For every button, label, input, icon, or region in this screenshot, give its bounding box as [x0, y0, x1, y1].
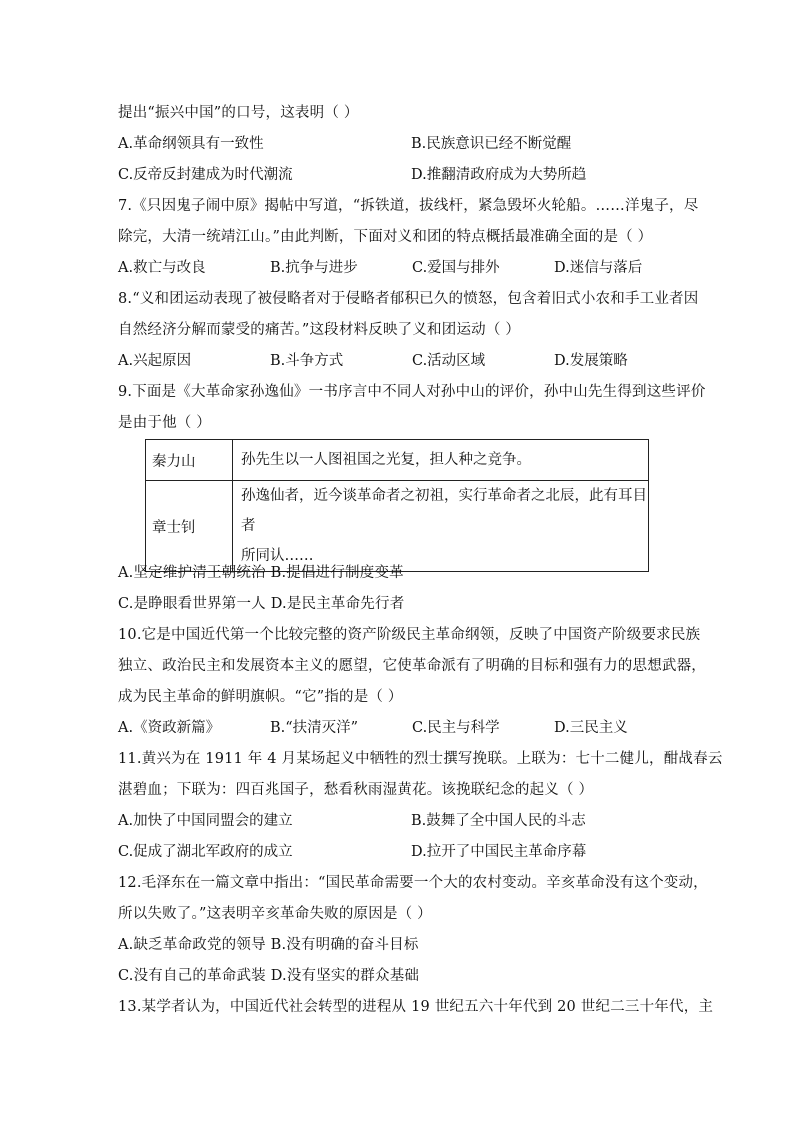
- q9-evaluation-table: [145, 439, 649, 572]
- q9-stem-line2: 是由于他（ ）: [118, 415, 212, 431]
- q11-option-d: D.拉开了中国民主革命序幕: [411, 844, 587, 860]
- q10-option-a: A.《资政新篇》: [118, 720, 221, 736]
- q11-stem-line2: 湛碧血；下联为：四百兆国子，愁看秋雨湿黄花。该挽联纪念的起义（ ）: [118, 782, 594, 798]
- q10-option-d: D.三民主义: [554, 720, 628, 736]
- table-row: [146, 481, 649, 572]
- q12-stem-line2: 所以失败了。”这表明辛亥革命失败的原因是（ ）: [118, 906, 432, 922]
- q6-option-c: C.反帝反封建成为时代潮流: [118, 167, 293, 183]
- table-cell-text-line: 所同认……: [241, 548, 314, 564]
- table-row: [146, 440, 649, 481]
- table-cell-name: 章士钊: [146, 481, 233, 572]
- q10-stem-line1: 10.它是中国近代第一个比较完整的资产阶级民主革命纲领，反映了中国资产阶级要求民族: [118, 627, 701, 643]
- q6-option-a: A.革命纲领具有一致性: [118, 136, 264, 152]
- q11-option-a: A.加快了中国同盟会的建立: [118, 813, 293, 829]
- q8-option-c: C.活动区域: [412, 353, 486, 369]
- q8-stem-line1: 8.“义和团运动表现了被侵略者对于侵略者郁积已久的愤怒，包含着旧式小农和手工业者因: [118, 291, 699, 307]
- q11-option-b: B.鼓舞了全中国人民的斗志: [411, 813, 586, 829]
- q9-options-cd: C.是睁眼看世界第一人 D.是民主革命先行者: [118, 596, 405, 612]
- q7-option-b: B.抗争与进步: [270, 260, 358, 276]
- q11-stem-line1: 11.黄兴为在 1911 年 4 月某场起义中牺牲的烈士撰写挽联。上联为：七十二健儿，酣战春云: [118, 751, 723, 767]
- q8-option-a: A.兴起原因: [118, 353, 192, 369]
- q8-option-d: D.发展策略: [554, 353, 628, 369]
- q8-stem-line2: 自然经济分解而蒙受的痛苦。”这段材料反映了义和团运动（ ）: [118, 322, 521, 338]
- q12-options-ab: A.缺乏革命政党的领导 B.没有明确的奋斗目标: [118, 937, 419, 953]
- q6-option-d: D.推翻清政府成为大势所趋: [411, 167, 587, 183]
- table-cell-text-line: 孙先生以一人图祖国之光复，担人种之竞争。: [241, 452, 531, 468]
- q9-options-ab: A.坚定维护清王朝统治 B.提倡进行制度变革: [118, 565, 404, 581]
- q12-stem-line1: 12.毛泽东在一篇文章中指出：“国民革命需要一个大的农村变动。辛亥革命没有这个变动，: [118, 875, 708, 891]
- q7-stem-line2: 除完，大清一统靖江山。”由此判断，下面对义和团的特点概括最准确全面的是（ ）: [118, 229, 653, 245]
- q7-option-c: C.爱国与排外: [412, 260, 500, 276]
- q8-option-b: B.斗争方式: [270, 353, 344, 369]
- table-cell-name: 秦力山: [146, 440, 233, 481]
- q12-options-cd: C.没有自己的革命武装 D.没有坚实的群众基础: [118, 968, 420, 984]
- table-cell-text-line: 孙逸仙者，近今谈革命者之初祖，实行革命者之北辰，此有耳目者: [241, 488, 647, 534]
- q6-stem-tail: 提出“振兴中国”的口号，这表明（ ）: [118, 105, 359, 121]
- q10-option-b: B.“扶清灭洋”: [270, 720, 359, 736]
- q10-stem-line3: 成为民主革命的鲜明旗帜。“它”指的是（ ）: [118, 689, 403, 705]
- q7-stem-line1: 7.《只因鬼子闹中原》揭帖中写道，“拆铁道，拔线杆，紧急毁坏火轮船。……洋鬼子，尽: [118, 198, 699, 214]
- q9-stem-line1: 9.下面是《大革命家孙逸仙》一书序言中不同人对孙中山的评价，孙中山先生得到这些评价: [118, 384, 706, 400]
- q10-option-c: C.民主与科学: [412, 720, 500, 736]
- q7-option-a: A.救亡与改良: [118, 260, 206, 276]
- table-cell-text: [233, 440, 649, 481]
- q6-option-b: B.民族意识已经不断觉醒: [411, 136, 572, 152]
- q11-option-c: C.促成了湖北军政府的成立: [118, 844, 293, 860]
- q7-option-d: D.迷信与落后: [554, 260, 643, 276]
- table-cell-text: [233, 481, 649, 572]
- q10-stem-line2: 独立、政治民主和发展资本主义的愿望，它使革命派有了明确的目标和强有力的思想武器，: [118, 658, 706, 674]
- q13-stem-line1: 13.某学者认为，中国近代社会转型的进程从 19 世纪五六十年代到 20 世纪二三十年代，主: [118, 999, 714, 1015]
